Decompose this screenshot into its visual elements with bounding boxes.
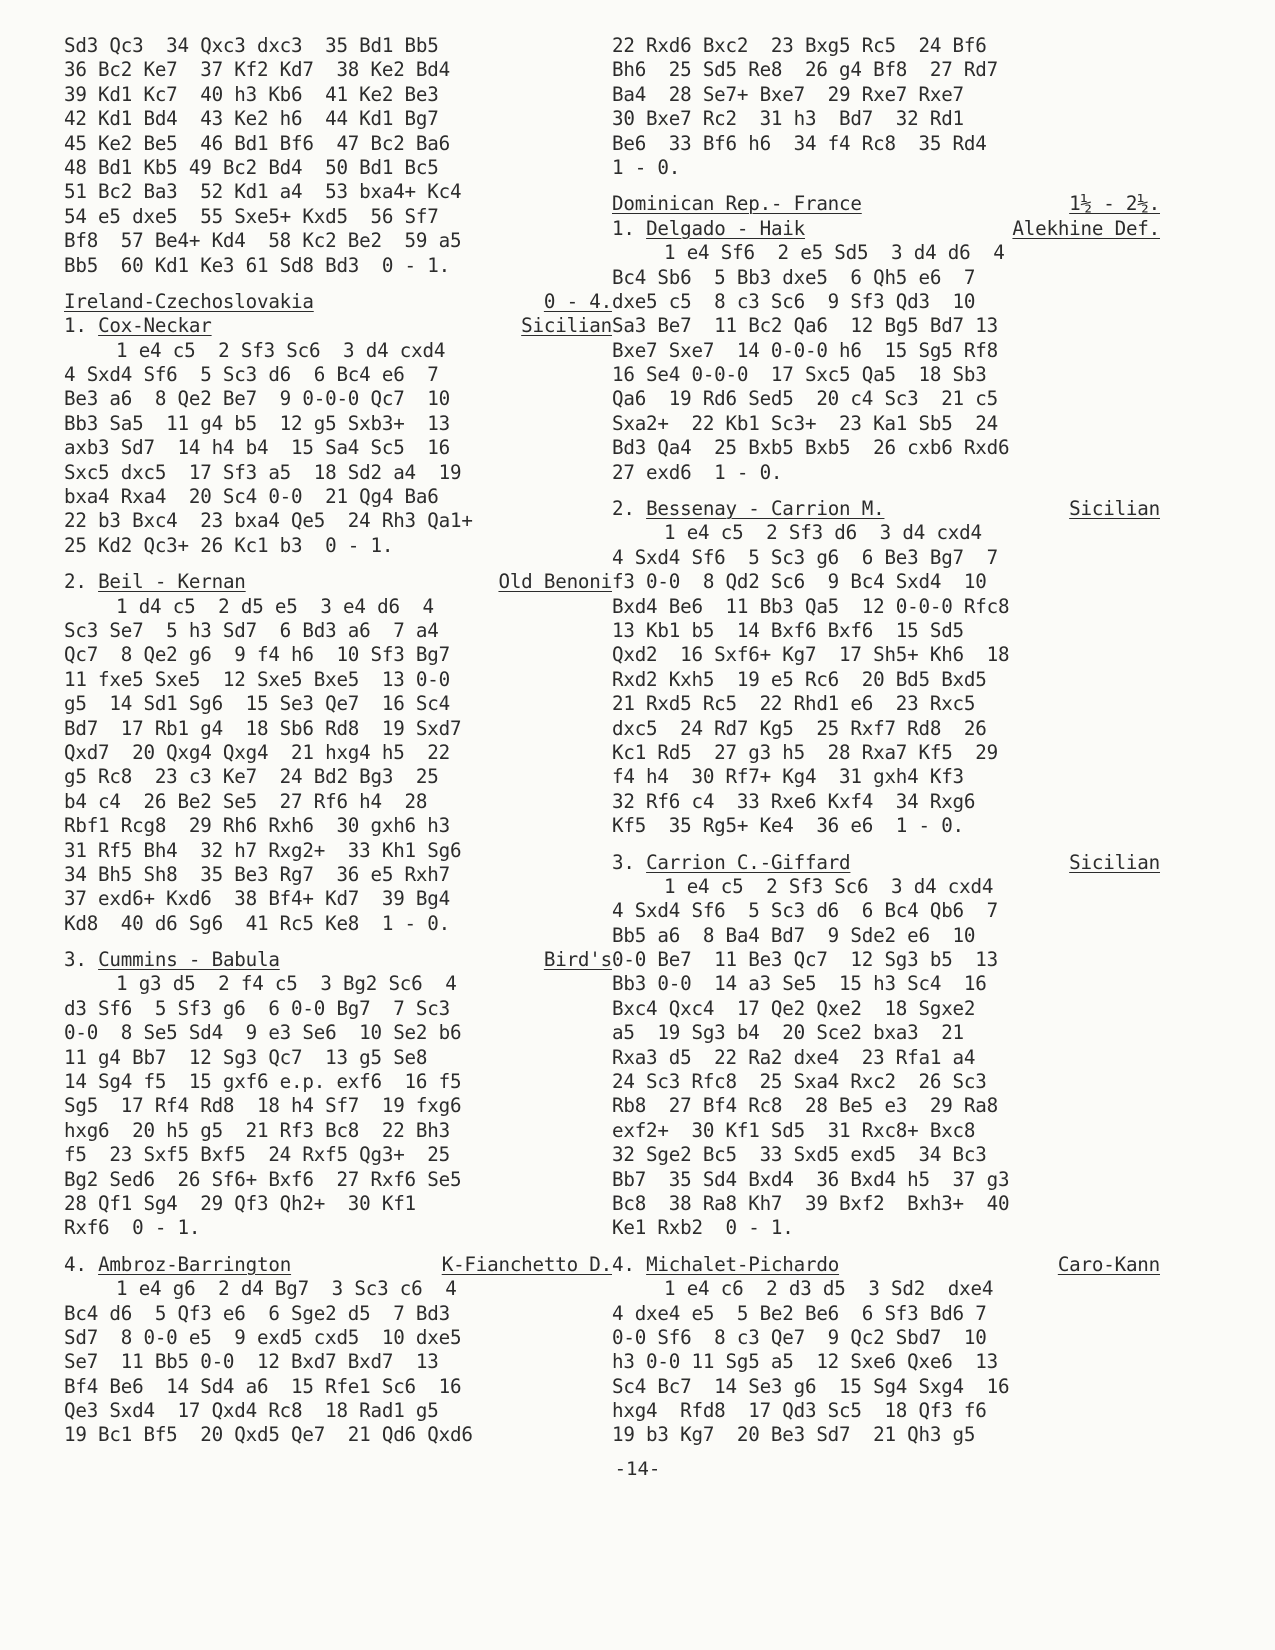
game-block: [612, 1253, 1160, 1448]
moves-line: dxc5 24 Rd7 Kg5 25 Rxf7 Rd8 26: [612, 716, 987, 740]
text-line: 39 Kd1 Kc7 40 h3 Kb6 41 Ke2 Be3: [64, 82, 439, 106]
text-line: Bb5 60 Kd1 Ke3 61 Sd8 Bd3 0 - 1.: [64, 253, 450, 277]
moves-line: b4 c4 26 Be2 Se5 27 Rf6 h4 28: [64, 789, 428, 813]
moves-line: 32 Sge2 Bc5 33 Sxd5 exd5 34 Bc3: [612, 1143, 987, 1167]
game-header: [64, 948, 612, 972]
moves-line: Sxa2+ 22 Kb1 Sc3+ 23 Ka1 Sb5 24: [612, 411, 998, 435]
moves-line: exf2+ 30 Kf1 Sd5 31 Rxc8+ Bxc8: [612, 1118, 976, 1142]
moves-line: 11 fxe5 Sxe5 12 Sxe5 Bxe5 13 0-0: [64, 667, 450, 691]
moves-line: Qa6 19 Rd6 Sed5 20 c4 Sc3 21 c5: [612, 387, 998, 411]
moves-line: Kc1 Rd5 27 g3 h5 28 Rxa7 Kf5 29: [612, 740, 998, 764]
moves-line: Bf4 Be6 14 Sd4 a6 15 Rfe1 Sc6 16: [64, 1374, 462, 1398]
moves-line: Rxf6 0 - 1.: [64, 1216, 201, 1240]
text-line: 42 Kd1 Bd4 43 Ke2 h6 44 Kd1 Bg7: [64, 107, 439, 131]
text-line: 51 Bc2 Ba3 52 Kd1 a4 53 bxa4+ Kc4: [64, 180, 462, 204]
moves-line: Rxd2 Kxh5 19 e5 Rc6 20 Bd5 Bxd5: [612, 667, 987, 691]
moves-line: 31 Rf5 Bh4 32 h7 Rxg2+ 33 Kh1 Sg6: [64, 838, 462, 862]
moves-line: Rxa3 d5 22 Ra2 dxe4 23 Rfa1 a4: [612, 1045, 976, 1069]
moves-line: 1 e4 c6 2 d3 d5 3 Sd2 dxe4: [664, 1277, 994, 1301]
moves-line: 24 Sc3 Rfc8 25 Sxa4 Rxc2 26 Sc3: [612, 1070, 987, 1094]
moves-line: g5 Rc8 23 c3 Ke7 24 Bd2 Bg3 25: [64, 765, 439, 789]
game-number: 3.: [64, 948, 87, 972]
game-header: [612, 851, 1160, 875]
moves-line: 1 d4 c5 2 d5 e5 3 e4 d6 4: [116, 594, 434, 618]
match-score: 1½ - 2½.: [1069, 192, 1160, 216]
moves-line: Bb3 Sa5 11 g4 b5 12 g5 Sxb3+ 13: [64, 411, 450, 435]
game-players: Cox-Neckar: [98, 314, 212, 338]
game-block: [64, 570, 612, 936]
moves-line: Qc7 8 Qe2 g6 9 f4 h6 10 Sf3 Bg7: [64, 643, 450, 667]
moves-line: Bg2 Sed6 26 Sf6+ Bxf6 27 Rxf6 Se5: [64, 1167, 462, 1191]
moves-line: Bxd4 Be6 11 Bb3 Qa5 12 0-0-0 Rfc8: [612, 594, 1010, 618]
moves-line: 1 e4 c5 2 Sf3 d6 3 d4 cxd4: [664, 521, 982, 545]
game-block: [64, 948, 612, 1241]
moves-line: a5 19 Sg3 b4 20 Sce2 bxa3 21: [612, 1021, 964, 1045]
game-header: [612, 217, 1160, 241]
text-line: Ba4 28 Se7+ Bxe7 29 Rxe7 Rxe7: [612, 82, 964, 106]
page-number: -14-: [614, 1458, 661, 1480]
game-number: 4.: [64, 1252, 87, 1276]
moves-line: 19 Bc1 Bf5 20 Qxd5 Qe7 21 Qd6 Qxd6: [64, 1423, 473, 1447]
moves-line: Bb7 35 Sd4 Bxd4 36 Bxd4 h5 37 g3: [612, 1167, 1010, 1191]
match-title: Dominican Rep.- France: [612, 192, 862, 216]
game-block: [612, 851, 1160, 1241]
moves-line: Qxd7 20 Qxg4 Qxg4 21 hxg4 h5 22: [64, 740, 450, 764]
moves-line: Sd7 8 0-0 e5 9 exd5 cxd5 10 dxe5: [64, 1325, 462, 1349]
game-players: Bessenay - Carrion M.: [646, 497, 885, 521]
game-opening: Caro-Kann: [1057, 1252, 1160, 1276]
game-opening: Sicilian: [521, 314, 612, 338]
game-players: Cummins - Babula: [98, 948, 280, 972]
game-number: 2.: [64, 570, 87, 594]
continuation-block: [64, 34, 612, 278]
moves-line: 28 Qf1 Sg4 29 Qf3 Qh2+ 30 Kf1: [64, 1191, 416, 1215]
game-number: 1.: [64, 314, 87, 338]
game-header: [64, 570, 612, 594]
moves-line: Sa3 Be7 11 Bc2 Qa6 12 Bg5 Bd7 13: [612, 314, 998, 338]
moves-line: 16 Se4 0-0-0 17 Sxc5 Qa5 18 Sb3: [612, 363, 987, 387]
moves-line: 0-0 8 Se5 Sd4 9 e3 Se6 10 Se2 b6: [64, 1021, 462, 1045]
text-line: 45 Ke2 Be5 46 Bd1 Bf6 47 Bc2 Ba6: [64, 131, 450, 155]
game-header: [64, 1253, 612, 1277]
game-players: Ambroz-Barrington: [98, 1252, 292, 1276]
moves-line: 34 Bh5 Sh8 35 Be3 Rg7 36 e5 Rxh7: [64, 862, 450, 886]
match-title: Ireland-Czechoslovakia: [64, 289, 314, 313]
game-opening: Alekhine Def.: [1012, 216, 1160, 240]
moves-line: 0-0 Be7 11 Be3 Qc7 12 Sg3 b5 13: [612, 948, 998, 972]
game-block: [612, 217, 1160, 485]
moves-line: Kd8 40 d6 Sg6 41 Rc5 Ke8 1 - 0.: [64, 911, 450, 935]
text-line: 36 Bc2 Ke7 37 Kf2 Kd7 38 Ke2 Bd4: [64, 58, 450, 82]
moves-line: Sg5 17 Rf4 Rd8 18 h4 Sf7 19 fxg6: [64, 1094, 462, 1118]
moves-line: Bb3 0-0 14 a3 Se5 15 h3 Sc4 16: [612, 972, 987, 996]
game-header: [612, 1253, 1160, 1277]
moves-line: Qe3 Sxd4 17 Qxd4 Rc8 18 Rad1 g5: [64, 1399, 439, 1423]
game-block: [64, 1253, 612, 1448]
moves-line: Rb8 27 Bf4 Rc8 28 Be5 e3 29 Ra8: [612, 1094, 998, 1118]
moves-line: Bc4 d6 5 Qf3 e6 6 Sge2 d5 7 Bd3: [64, 1301, 450, 1325]
game-opening: Old Benoni: [498, 570, 612, 594]
moves-line: 22 b3 Bxc4 23 bxa4 Qe5 24 Rh3 Qa1+: [64, 509, 473, 533]
moves-line: hxg6 20 h5 g5 21 Rf3 Bc8 22 Bh3: [64, 1118, 450, 1142]
moves-line: axb3 Sd7 14 h4 b4 15 Sa4 Sc5 16: [64, 436, 450, 460]
continuation-block: [612, 34, 1160, 180]
moves-line: Sxc5 dxc5 17 Sf3 a5 18 Sd2 a4 19: [64, 460, 462, 484]
text-line: 30 Bxe7 Rc2 31 h3 Bd7 32 Rd1: [612, 107, 964, 131]
text-line: Bf8 57 Be4+ Kd4 58 Kc2 Be2 59 a5: [64, 229, 462, 253]
moves-line: 4 Sxd4 Sf6 5 Sc3 d6 6 Bc4 e6 7: [64, 363, 439, 387]
moves-line: 0-0 Sf6 8 c3 Qe7 9 Qc2 Sbd7 10: [612, 1325, 987, 1349]
game-block: [612, 497, 1160, 838]
match-header: [64, 290, 612, 314]
moves-line: 1 e4 Sf6 2 e5 Sd5 3 d4 d6 4: [664, 241, 1005, 265]
match-header: [612, 192, 1160, 216]
game-players: Michalet-Pichardo: [646, 1252, 840, 1276]
moves-line: bxa4 Rxa4 20 Sc4 0-0 21 Qg4 Ba6: [64, 485, 439, 509]
moves-line: Bxe7 Sxe7 14 0-0-0 h6 15 Sg5 Rf8: [612, 338, 998, 362]
moves-line: Kf5 35 Rg5+ Ke4 36 e6 1 - 0.: [612, 814, 964, 838]
moves-line: Bxc4 Qxc4 17 Qe2 Qxe2 18 Sgxe2: [612, 996, 976, 1020]
text-line: Be6 33 Bf6 h6 34 f4 Rc8 35 Rd4: [612, 131, 987, 155]
moves-line: 1 e4 c5 2 Sf3 Sc6 3 d4 cxd4: [116, 338, 446, 362]
moves-line: 25 Kd2 Qc3+ 26 Kc1 b3 0 - 1.: [64, 533, 394, 557]
moves-line: 32 Rf6 c4 33 Rxe6 Kxf4 34 Rxg6: [612, 789, 976, 813]
moves-line: Rbf1 Rcg8 29 Rh6 Rxh6 30 gxh6 h3: [64, 814, 450, 838]
game-players: Delgado - Haik: [646, 216, 806, 240]
game-opening: Bird's: [543, 948, 612, 972]
moves-line: Sc3 Se7 5 h3 Sd7 6 Bd3 a6 7 a4: [64, 618, 439, 642]
moves-line: 1 e4 g6 2 d4 Bg7 3 Sc3 c6 4: [116, 1277, 457, 1301]
text-line: Bh6 25 Sd5 Re8 26 g4 Bf8 27 Rd7: [612, 58, 998, 82]
moves-line: Bd7 17 Rb1 g4 18 Sb6 Rd8 19 Sxd7: [64, 716, 462, 740]
moves-line: Bc8 38 Ra8 Kh7 39 Bxf2 Bxh3+ 40: [612, 1191, 1010, 1215]
moves-line: f5 23 Sxf5 Bxf5 24 Rxf5 Qg3+ 25: [64, 1143, 450, 1167]
moves-line: 13 Kb1 b5 14 Bxf6 Bxf6 15 Sd5: [612, 618, 964, 642]
game-opening: Sicilian: [1069, 850, 1160, 874]
text-line: 22 Rxd6 Bxc2 23 Bxg5 Rc5 24 Bf6: [612, 34, 987, 57]
moves-line: 27 exd6 1 - 0.: [612, 460, 783, 484]
moves-line: f4 h4 30 Rf7+ Kg4 31 gxh4 Kf3: [612, 765, 964, 789]
moves-line: h3 0-0 11 Sg5 a5 12 Sxe6 Qxe6 13: [612, 1350, 998, 1374]
moves-line: 14 Sg4 f5 15 gxf6 e.p. exf6 16 f5: [64, 1070, 462, 1094]
moves-line: Qxd2 16 Sxf6+ Kg7 17 Sh5+ Kh6 18: [612, 643, 1010, 667]
game-players: Carrion C.-Giffard: [646, 850, 851, 874]
game-header: [612, 497, 1160, 521]
moves-line: Be3 a6 8 Qe2 Be7 9 0-0-0 Qc7 10: [64, 387, 450, 411]
moves-line: 4 Sxd4 Sf6 5 Sc3 d6 6 Bc4 Qb6 7: [612, 899, 998, 923]
moves-line: Bb5 a6 8 Ba4 Bd7 9 Sde2 e6 10: [612, 923, 976, 947]
moves-line: g5 14 Sd1 Sg6 15 Se3 Qe7 16 Sc4: [64, 692, 450, 716]
game-number: 4.: [612, 1252, 635, 1276]
moves-line: 37 exd6+ Kxd6 38 Bf4+ Kd7 39 Bg4: [64, 887, 450, 911]
moves-line: Ke1 Rxb2 0 - 1.: [612, 1216, 794, 1240]
moves-line: Bd3 Qa4 25 Bxb5 Bxb5 26 cxb6 Rxd6: [612, 436, 1010, 460]
game-header: [64, 314, 612, 338]
text-line: 1 - 0.: [612, 155, 681, 179]
moves-line: 4 dxe4 e5 5 Be2 Be6 6 Sf3 Bd6 7: [612, 1301, 987, 1325]
right-column: [612, 34, 1160, 1448]
text-line: Sd3 Qc3 34 Qxc3 dxc3 35 Bd1 Bb5: [64, 34, 439, 57]
moves-line: Se7 11 Bb5 0-0 12 Bxd7 Bxd7 13: [64, 1350, 439, 1374]
left-column: [64, 34, 612, 1448]
moves-line: 1 e4 c5 2 Sf3 Sc6 3 d4 cxd4: [664, 874, 994, 898]
moves-line: 11 g4 Bb7 12 Sg3 Qc7 13 g5 Se8: [64, 1045, 428, 1069]
game-number: 2.: [612, 497, 635, 521]
game-players: Beil - Kernan: [98, 570, 246, 594]
game-number: 3.: [612, 850, 635, 874]
text-line: 54 e5 dxe5 55 Sxe5+ Kxd5 56 Sf7: [64, 204, 439, 228]
match-score: 0 - 4.: [543, 289, 612, 313]
moves-line: Bc4 Sb6 5 Bb3 dxe5 6 Qh5 e6 7: [612, 265, 976, 289]
moves-line: f3 0-0 8 Qd2 Sc6 9 Bc4 Sxd4 10: [612, 570, 987, 594]
moves-line: Sc4 Bc7 14 Se3 g6 15 Sg4 Sxg4 16: [612, 1374, 1010, 1398]
game-opening: Sicilian: [1069, 497, 1160, 521]
moves-line: 4 Sxd4 Sf6 5 Sc3 g6 6 Be3 Bg7 7: [612, 545, 998, 569]
game-opening: K-Fianchetto D.: [441, 1252, 612, 1276]
moves-line: dxe5 c5 8 c3 Sc6 9 Sf3 Qd3 10: [612, 289, 976, 313]
moves-line: 1 g3 d5 2 f4 c5 3 Bg2 Sc6 4: [116, 972, 457, 996]
moves-line: d3 Sf6 5 Sf3 g6 6 0-0 Bg7 7 Sc3: [64, 996, 450, 1020]
moves-line: 19 b3 Kg7 20 Be3 Sd7 21 Qh3 g5: [612, 1423, 976, 1447]
moves-line: hxg4 Rfd8 17 Qd3 Sc5 18 Qf3 f6: [612, 1399, 987, 1423]
moves-line: 21 Rxd5 Rc5 22 Rhd1 e6 23 Rxc5: [612, 692, 976, 716]
game-block: [64, 314, 612, 558]
game-number: 1.: [612, 216, 635, 240]
text-line: 48 Bd1 Kb5 49 Bc2 Bd4 50 Bd1 Bc5: [64, 155, 439, 179]
